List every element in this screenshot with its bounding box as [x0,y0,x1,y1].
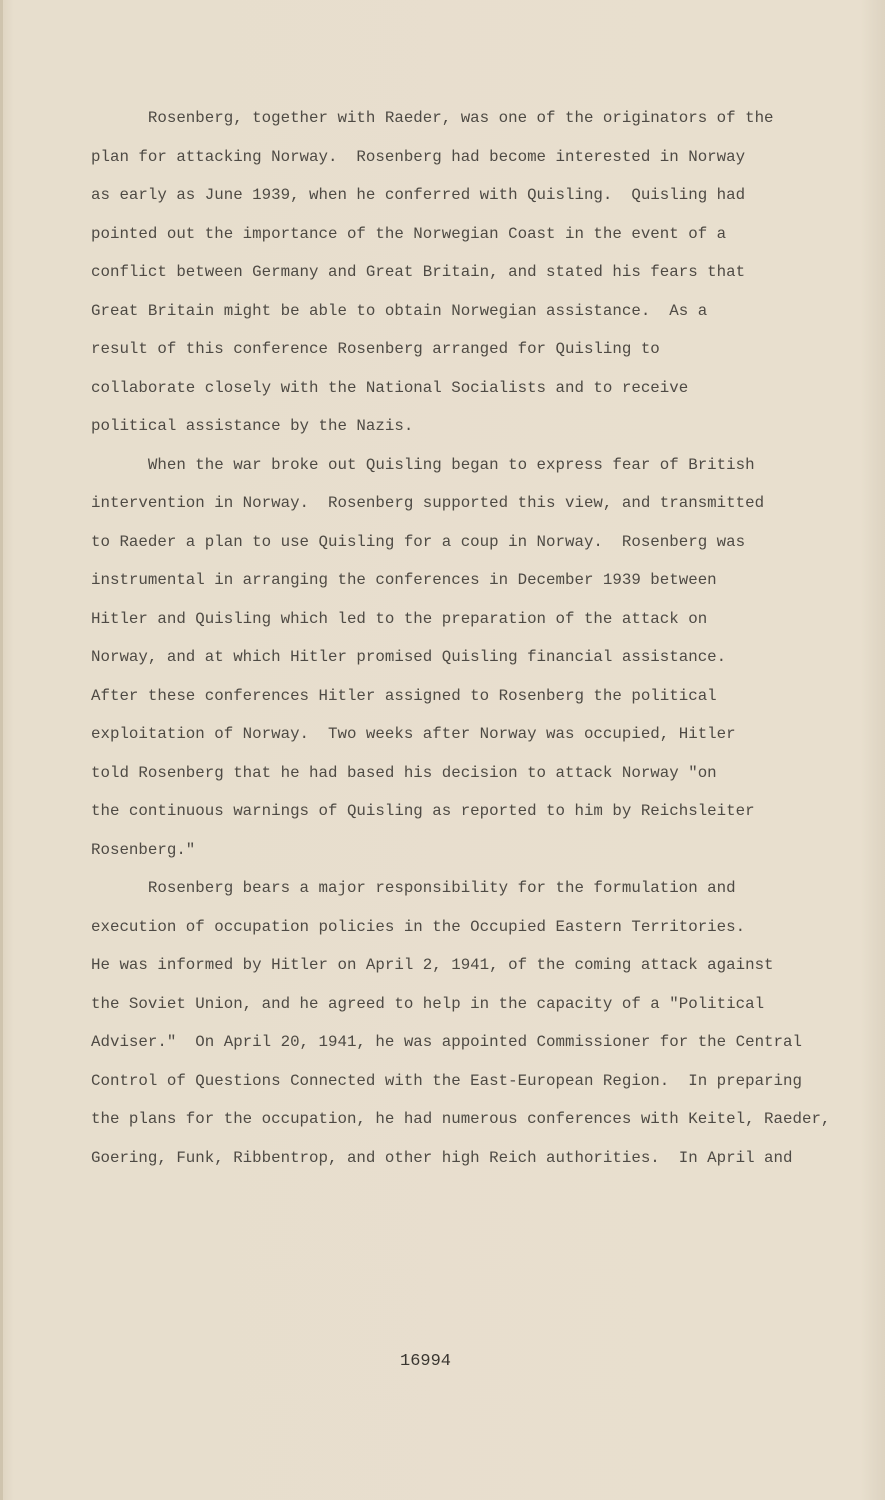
text-line: the continuous warnings of Quisling as reported to him by Reichsleiter [91,802,755,820]
text-line: Hitler and Quisling which led to the preparation of the attack on [91,609,708,628]
text-line: exploitation of Norway. Two weeks after Norway was occupied, Hitler [91,725,736,743]
text-line: Rosenberg." [91,840,196,859]
text-line: Adviser." On April 20, 1941, he was appointed Commissioner for the Central [91,1033,802,1051]
text-line: Goering, Funk, Ribbentrop, and other high Reich authorities. In April and [91,1148,793,1167]
text-line: He was informed by Hitler on April 2, 1941, of the coming attack against [91,956,774,974]
text-line: intervention in Norway. Rosenberg supported this view, and transmitted [91,494,765,512]
page-edge [0,0,3,1500]
text-line: When the war broke out Quisling began to express fear of British [91,455,755,474]
text-line: execution of occupation policies in the Occupied Eastern Territories. [91,917,746,936]
text-line: pointed out the importance of the Norwegian Coast in the event of a [91,224,727,243]
text-line: collaborate closely with the National Socialists and to receive [91,378,689,397]
page-number: 16994 [400,1352,452,1371]
text-line: instrumental in arranging the conferences in December 1939 between [91,571,717,589]
text-line: conflict between Germany and Great Britain, and stated his fears that [91,263,746,281]
text-line: to Raeder a plan to use Quisling for a coup in Norway. Rosenberg was [91,532,746,551]
text-line: Great Britain might be able to obtain Norwegian assistance. As a [91,301,708,320]
text-line: After these conferences Hitler assigned to Rosenberg the political [91,686,717,705]
text-line: Norway, and at which Hitler promised Quisling financial assistance. [91,648,727,666]
text-line: Control of Questions Connected with the East-European Region. In preparing [91,1071,802,1090]
text-line: Rosenberg, together with Raeder, was one of the originators of the [91,109,774,127]
text-line: plan for attacking Norway. Rosenberg had become interested in Norway [91,147,746,166]
text-line: Rosenberg bears a major responsibility for the formulation and [91,879,736,897]
text-line: result of this conference Rosenberg arranged for Quisling to [91,340,660,358]
text-line: political assistance by the Nazis. [91,417,414,435]
text-line: told Rosenberg that he had based his decision to attack Norway "on [91,763,717,782]
text-line: the plans for the occupation, he had numerous conferences with Keitel, Raeder, [91,1110,831,1128]
text-line: the Soviet Union, and he agreed to help in the capacity of a "Political [91,994,765,1013]
text-line: as early as June 1939, when he conferred with Quisling. Quisling had [91,186,746,204]
